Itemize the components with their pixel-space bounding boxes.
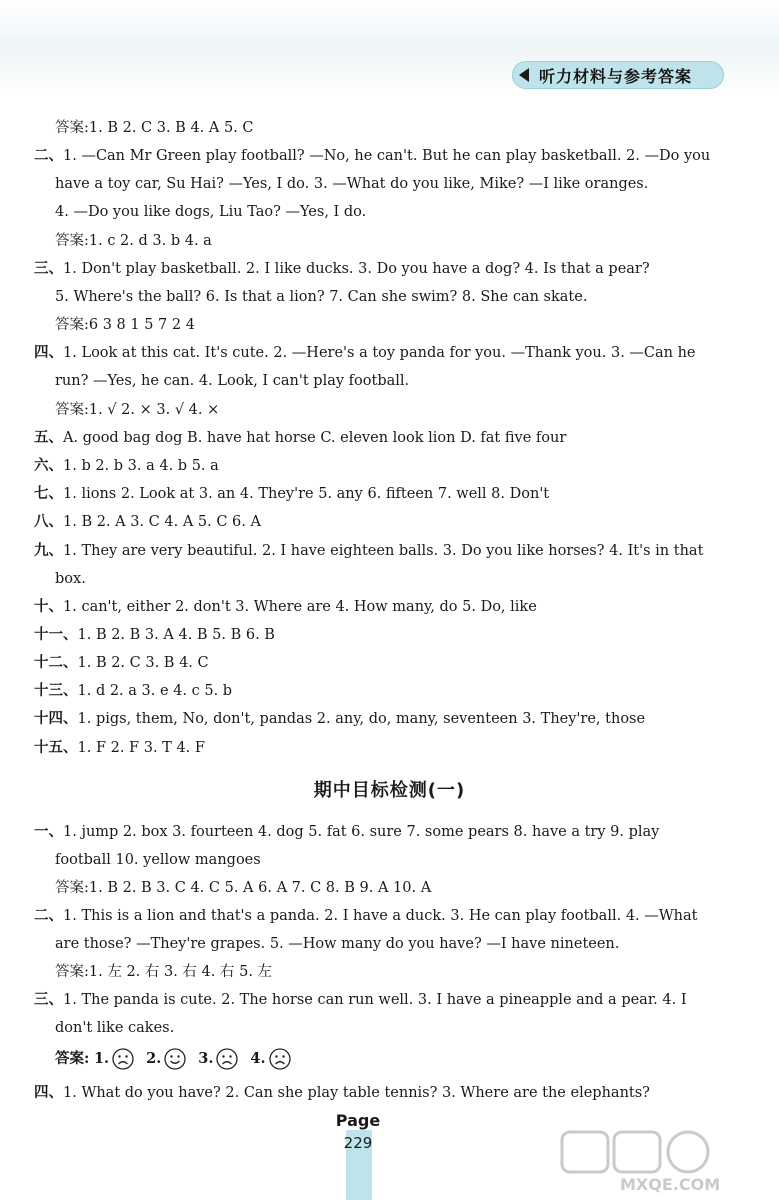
- answer-line-text: 1. B 2. B 3. A 4. B 5. B 6. B: [77, 627, 275, 643]
- header-badge-text: 听力材料与参考答案: [539, 66, 693, 86]
- page-number: 229: [343, 1134, 373, 1152]
- answer-line-text: box.: [55, 571, 86, 587]
- answer-line-11: [34, 428, 566, 448]
- answer-line-text: 1. B 2. A 3. C 4. A 5. C 6. A: [63, 514, 261, 530]
- midterm-last-line-text: 1. What do you have? 2. Can she play table tennis? 3. Where are the elephants?: [63, 1085, 650, 1101]
- midterm-last-line-label: 四、: [34, 1084, 63, 1101]
- answer-line-4: [55, 231, 212, 251]
- answer-line-8: [34, 343, 696, 363]
- midterm-line-3: [34, 906, 697, 926]
- answer-line-12: [34, 456, 219, 476]
- answer-line-21: [34, 709, 645, 729]
- answer-line-14: [34, 512, 261, 532]
- watermark-logo: [560, 1128, 775, 1196]
- answer-line-15: [34, 541, 703, 561]
- answer-line-label: 十一、: [34, 626, 78, 643]
- sad-face-icon: [269, 1048, 291, 1070]
- sad-face-icon: [216, 1048, 238, 1070]
- answer-line-13: [34, 484, 549, 504]
- midterm-line-text: football 10. yellow mangoes: [55, 852, 261, 868]
- answer-line-7: [55, 315, 195, 335]
- midterm-line-text: don't like cakes.: [55, 1020, 175, 1036]
- midterm-line-text: 1. The panda is cute. 2. The horse can run well. 3. I have a pineapple and a pear. 4. I: [63, 992, 687, 1008]
- answer-line-text: 答案:1. B 2. C 3. B 4. A 5. C: [55, 120, 254, 136]
- answer-line-text: 答案:6 3 8 1 5 7 2 4: [55, 317, 195, 333]
- midterm-last-line-0: [34, 1083, 650, 1103]
- answer-line-16: [55, 569, 86, 589]
- midterm-line-0: [34, 822, 659, 842]
- midterm-line-5: [55, 962, 272, 982]
- answer-line-text: 5. Where's the ball? 6. Is that a lion? 7. Can she swim? 8. She can skate.: [55, 289, 588, 305]
- answer-line-20: [34, 681, 232, 701]
- midterm-line-label: 二、: [34, 907, 63, 924]
- face-number: 1.: [93, 1050, 110, 1067]
- page-label: Page: [335, 1111, 381, 1130]
- answer-line-label: 十三、: [34, 682, 78, 699]
- answer-line-10: [55, 400, 219, 420]
- answer-line-2: [55, 174, 648, 194]
- answer-line-1: [34, 146, 710, 166]
- midterm-line-text: 1. This is a lion and that's a panda. 2. I have a duck. 3. He can play football. 4. —What: [63, 908, 698, 924]
- answer-line-text: 1. can't, either 2. don't 3. Where are 4. How many, do 5. Do, like: [63, 599, 537, 615]
- answer-line-label: 三、: [34, 260, 63, 277]
- answer-line-text: 1. b 2. b 3. a 4. b 5. a: [63, 458, 219, 474]
- answer-line-label: 九、: [34, 542, 63, 559]
- midterm-line-4: [55, 934, 619, 954]
- midterm-line-7: [55, 1018, 174, 1038]
- answer-line-text: have a toy car, Su Hai? —Yes, I do. 3. —What do you like, Mike? —I like oranges.: [55, 176, 649, 192]
- midterm-line-text: 答案:1. B 2. B 3. C 4. C 5. A 6. A 7. C 8. B 9. A 10. A: [55, 880, 432, 896]
- answer-line-label: 十二、: [34, 654, 78, 671]
- answer-line-0: [55, 118, 254, 138]
- answer-line-6: [55, 287, 587, 307]
- answer-line-label: 四、: [34, 344, 63, 361]
- midterm-line-label: 一、: [34, 823, 63, 840]
- answer-line-label: 五、: [34, 429, 63, 446]
- answer-line-text: 1. lions 2. Look at 3. an 4. They're 5. any 6. fifteen 7. well 8. Don't: [63, 486, 550, 502]
- answer-line-text: run? —Yes, he can. 4. Look, I can't play football.: [55, 373, 410, 389]
- answer-line-text: 1. Don't play basketball. 2. I like ducks. 3. Do you have a dog? 4. Is that a pear?: [63, 261, 650, 277]
- midterm-line-2: [55, 878, 431, 898]
- midterm-line-label: 三、: [34, 991, 63, 1008]
- answer-line-17: [34, 597, 537, 617]
- answer-line-text: 1. They are very beautiful. 2. I have eighteen balls. 3. Do you like horses? 4. It's in that: [63, 543, 704, 559]
- faces-answer-line: [55, 1046, 303, 1072]
- face-number: 4.: [250, 1050, 266, 1067]
- answer-line-text: 4. —Do you like dogs, Liu Tao? —Yes, I do.: [55, 204, 367, 220]
- sad-face-icon: [112, 1048, 134, 1070]
- answer-line-text: 1. pigs, them, No, don't, pandas 2. any, do, many, seventeen 3. They're, those: [77, 711, 646, 727]
- left-triangle-icon: [519, 68, 529, 82]
- answer-line-text: 答案:1. √ 2. × 3. √ 4. ×: [55, 402, 220, 418]
- answer-line-text: 1. B 2. C 3. B 4. C: [77, 655, 209, 671]
- answer-line-label: 六、: [34, 457, 63, 474]
- header-badge: [512, 61, 724, 89]
- answer-line-22: [34, 738, 205, 758]
- answer-line-text: A. good bag dog B. have hat horse C. eleven look lion D. fat five four: [63, 430, 567, 446]
- midterm-line-text: 1. jump 2. box 3. fourteen 4. dog 5. fat 6. sure 7. some pears 8. have a try 9. play: [63, 824, 660, 840]
- answer-line-19: [34, 653, 209, 673]
- midterm-line-text: are those? —They're grapes. 5. —How many do you have? —I have nineteen.: [55, 936, 620, 952]
- answer-line-text: 答案:1. c 2. d 3. b 4. a: [55, 233, 212, 249]
- answer-line-9: [55, 371, 409, 391]
- midterm-line-text: 答案:1. 左 2. 右 3. 右 4. 右 5. 左: [55, 964, 273, 980]
- faces-prefix: 答案:: [55, 1050, 90, 1067]
- section-title: 期中目标检测(一): [313, 780, 466, 801]
- answer-line-text: 1. F 2. F 3. T 4. F: [77, 740, 205, 756]
- answer-line-text: 1. d 2. a 3. e 4. c 5. b: [77, 683, 233, 699]
- answer-line-3: [55, 202, 366, 222]
- answer-line-label: 二、: [34, 147, 63, 164]
- watermark-text: MXQE.COM: [620, 1175, 721, 1194]
- answer-line-label: 十四、: [34, 710, 78, 727]
- smiley-face-icon: [164, 1048, 186, 1070]
- midterm-line-6: [34, 990, 687, 1010]
- answer-line-label: 十五、: [34, 739, 78, 756]
- answer-line-label: 八、: [34, 513, 63, 530]
- midterm-line-1: [55, 850, 261, 870]
- answer-line-18: [34, 625, 275, 645]
- face-number: 2.: [146, 1050, 162, 1067]
- answer-line-5: [34, 259, 650, 279]
- answer-line-label: 十、: [34, 598, 63, 615]
- answer-line-text: 1. —Can Mr Green play football? —No, he can't. But he can play basketball. 2. —Do you: [63, 148, 711, 164]
- answer-line-label: 七、: [34, 485, 63, 502]
- face-number: 3.: [198, 1050, 214, 1067]
- answer-line-text: 1. Look at this cat. It's cute. 2. —Here's a toy panda for you. —Thank you. 3. —Can he: [63, 345, 696, 361]
